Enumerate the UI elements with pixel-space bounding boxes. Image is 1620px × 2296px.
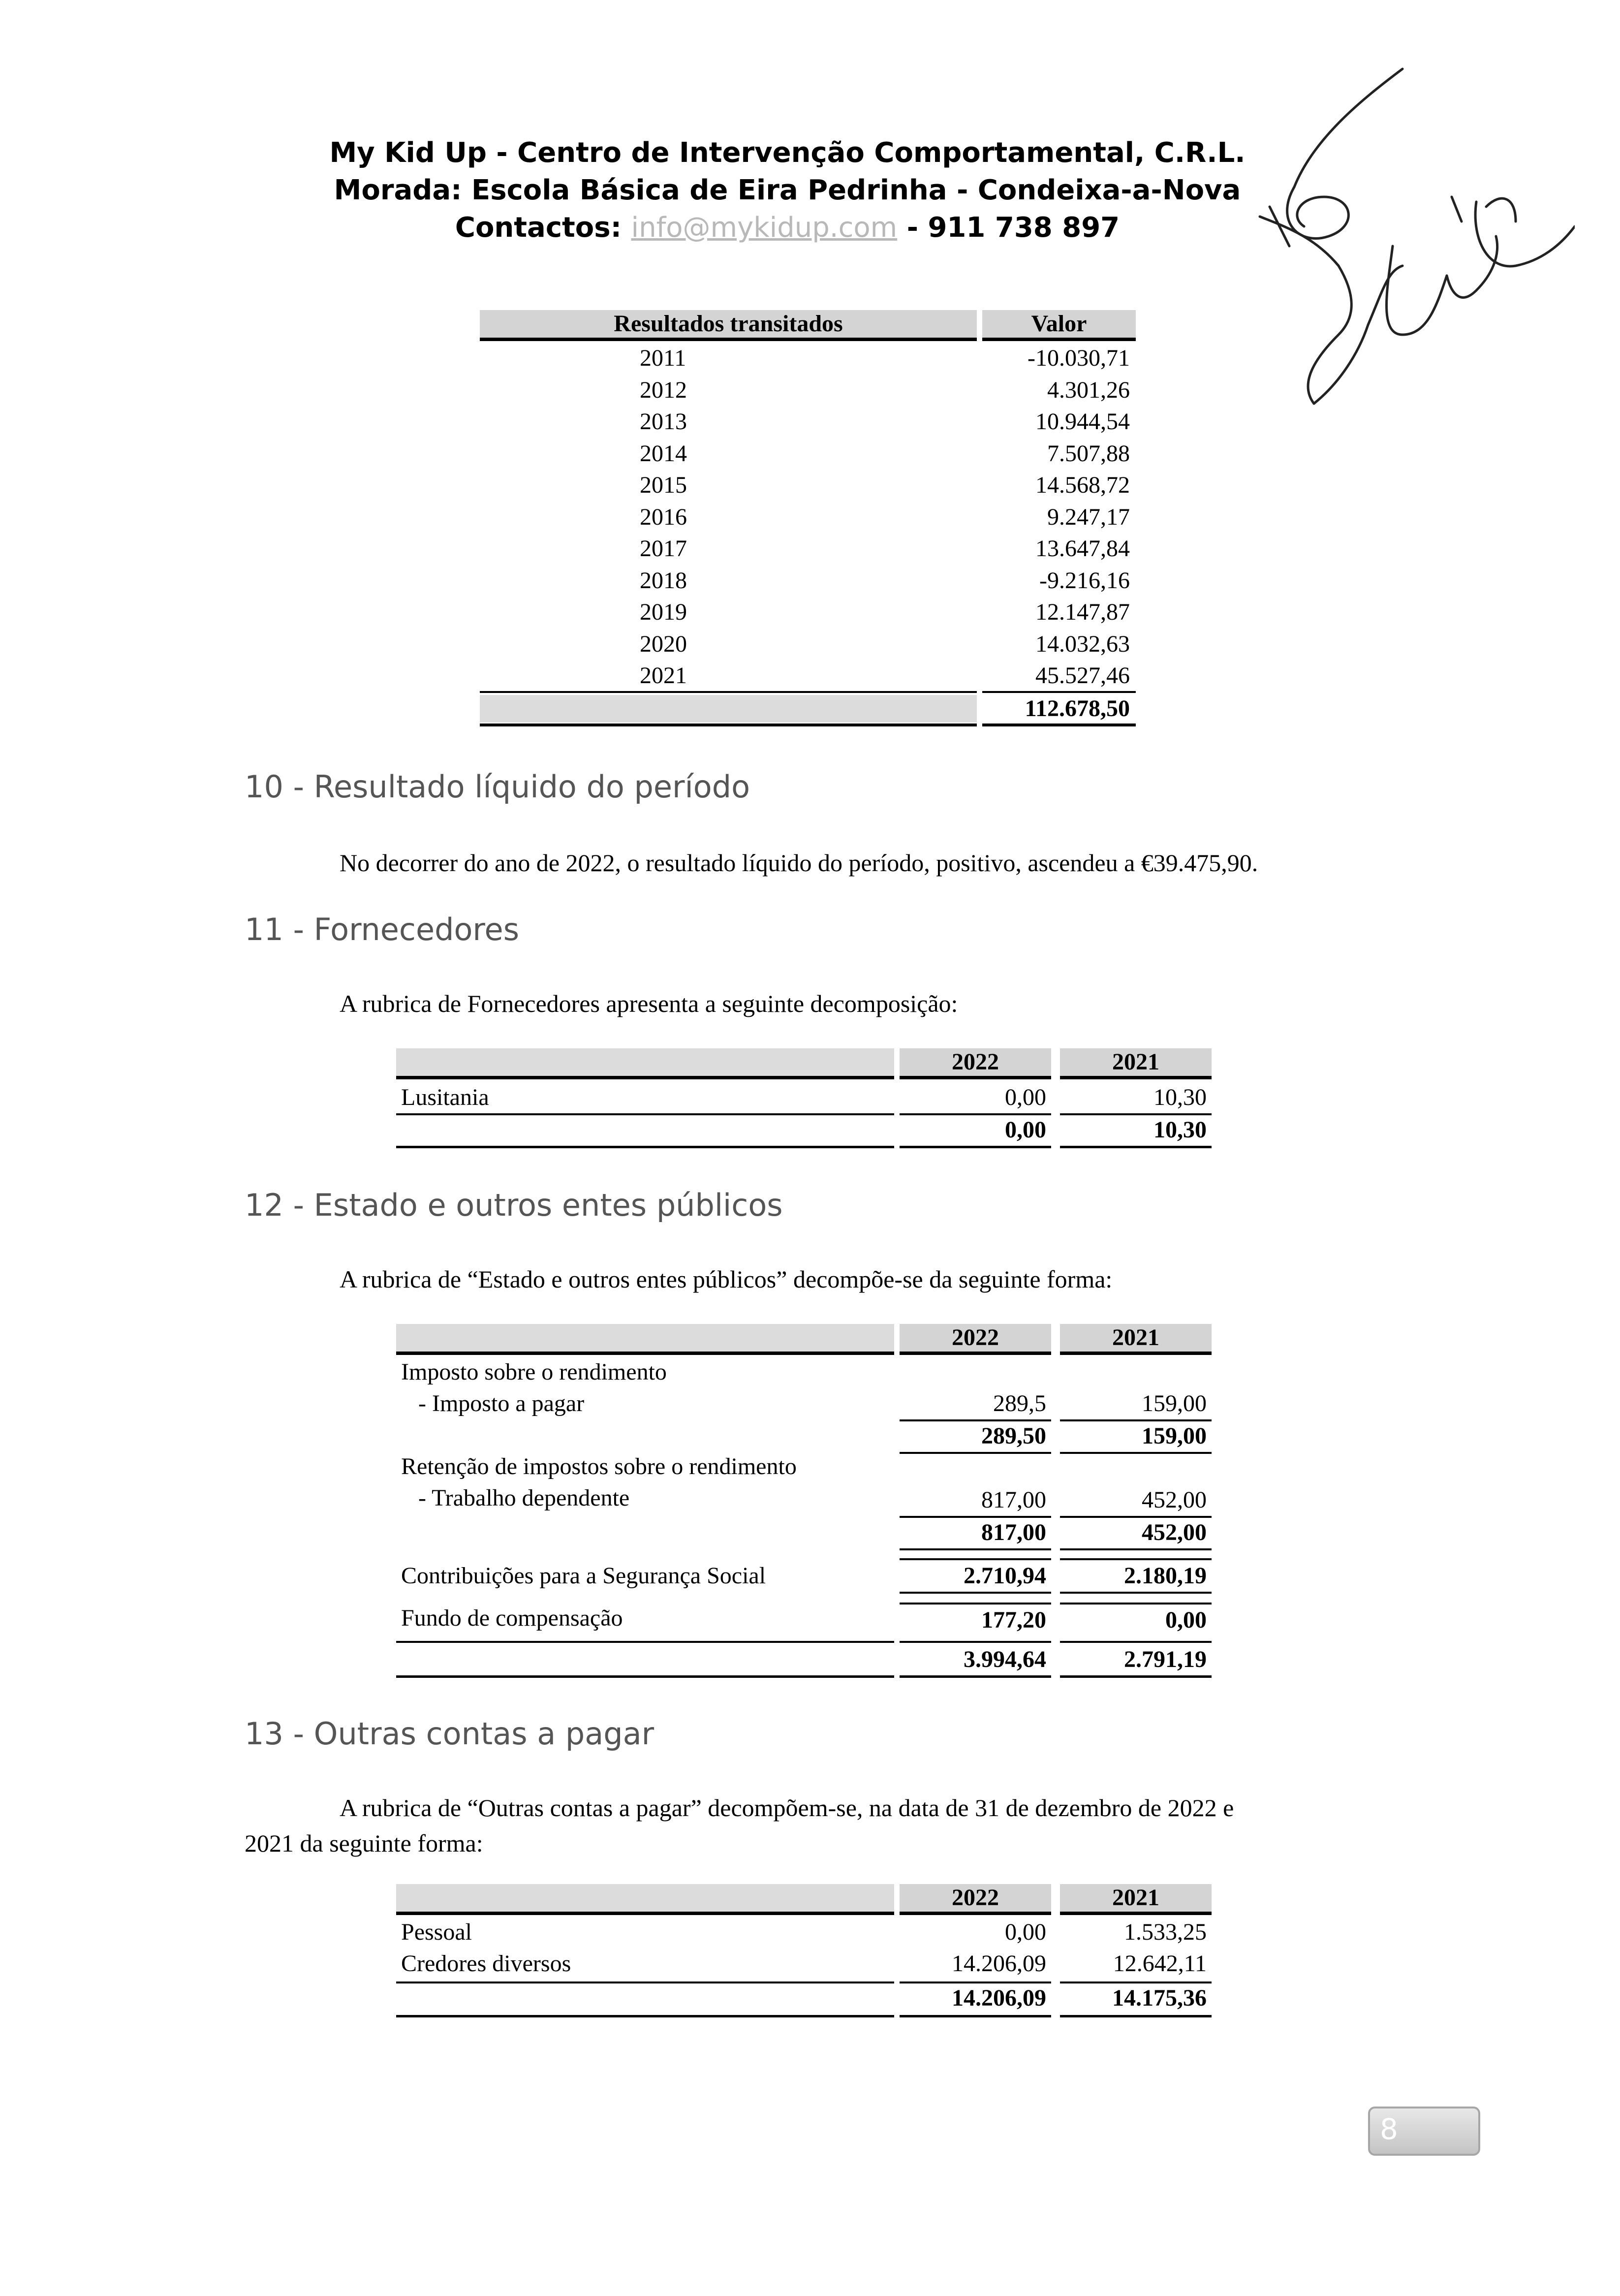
section-13-intro-line1: A rubrica de “Outras contas a pagar” decompõem-se, na data de 31 de dezembro de 2022 e (340, 1794, 1234, 1822)
resultados-year: 2020 (640, 630, 687, 657)
email-link[interactable]: info@mykidup.com (631, 212, 898, 244)
seguranca-social-2021: 2.180,19 (1124, 1563, 1207, 1589)
outras-total-2022: 14.206,09 (952, 1985, 1046, 2011)
outras-col-2022: 2022 (900, 1884, 1051, 1915)
estado-col-2022: 2022 (900, 1324, 1051, 1355)
resultados-header-label: Resultados transitados (480, 310, 977, 341)
resultados-value: 12.147,87 (1035, 599, 1130, 625)
subtotal-underline (900, 1548, 1051, 1550)
retencao-sub-label: - Trabalho dependente (418, 1485, 630, 1511)
total-double-rule (900, 1675, 1051, 1678)
company-name: My Kid Up - Centro de Intervenção Comportamental, C.R.L. (329, 137, 1246, 169)
resultados-value: 13.647,84 (1035, 535, 1130, 562)
retencao-sub-2022: 817,00 (981, 1487, 1046, 1513)
total-rule (396, 1146, 894, 1148)
outras-col-2021: 2021 (1060, 1884, 1212, 1915)
total-double-rule (900, 2015, 1051, 2017)
phone-number: - 911 738 897 (906, 212, 1120, 244)
resultados-value: 10.944,54 (1035, 409, 1130, 435)
resultados-value: 14.032,63 (1035, 630, 1130, 657)
total-shade (480, 695, 977, 723)
subtotal-rule (396, 1113, 894, 1115)
irc-total-2022: 289,50 (981, 1423, 1046, 1449)
estado-total-2022: 3.994,64 (964, 1646, 1046, 1672)
company-address: Morada: Escola Básica de Eira Pedrinha - Condeixa-a-Nova (334, 174, 1241, 206)
outras-row-2021: 12.642,11 (1113, 1950, 1207, 1977)
resultados-value: 9.247,17 (1047, 503, 1130, 530)
section-10-text: No decorrer do ano de 2022, o resultado líquido do período, positivo, ascendeu a €39.475,90. (340, 849, 1258, 877)
fornecedores-total-2021: 10,30 (1153, 1117, 1207, 1143)
outras-row-2022: 0,00 (1005, 1919, 1046, 1945)
resultados-value: 14.568,72 (1035, 472, 1130, 498)
section-10-title: 10 - Resultado líquido do período (245, 769, 750, 805)
header-rule (396, 1076, 894, 1079)
seguranca-social-2022: 2.710,94 (964, 1563, 1046, 1589)
total-double-rule (396, 2015, 894, 2017)
handwritten-signature (1240, 59, 1575, 438)
section-11-title: 11 - Fornecedores (245, 912, 519, 947)
outras-row-2022: 14.206,09 (952, 1950, 1046, 1977)
total-rule (1060, 1641, 1212, 1643)
table-header-blank (396, 1048, 894, 1076)
section-12-title: 12 - Estado e outros entes públicos (245, 1187, 783, 1223)
header-rule (396, 1912, 894, 1915)
header-rule (396, 1352, 894, 1355)
fornecedores-col-2022: 2022 (900, 1048, 1051, 1079)
resultados-value: 4.301,26 (1047, 377, 1130, 403)
section-13-title: 13 - Outras contas a pagar (245, 1716, 654, 1752)
resultados-year: 2017 (640, 535, 687, 562)
resultados-year: 2021 (640, 662, 687, 689)
resultados-value: -10.030,71 (1028, 345, 1130, 371)
total-rule (396, 1641, 894, 1643)
fornecedores-row-label: Lusitania (401, 1084, 489, 1110)
outras-total-2021: 14.175,36 (1112, 1985, 1207, 2011)
total-rule (396, 1981, 894, 1983)
outras-row-label: Credores diversos (401, 1950, 571, 1977)
irc-sub-2022: 289,5 (993, 1390, 1046, 1416)
seguranca-social-label: Contribuições para a Segurança Social (401, 1563, 766, 1589)
retencao-label: Retenção de impostos sobre o rendimento (401, 1453, 797, 1479)
resultados-value: 45.527,46 (1035, 662, 1130, 689)
total-rule (480, 691, 977, 693)
fornecedores-col-2021: 2021 (1060, 1048, 1212, 1079)
total-rule (900, 1146, 1051, 1148)
subtotal-underline (1060, 1548, 1212, 1550)
row-bottom-rule (1060, 1592, 1212, 1594)
resultados-year: 2013 (640, 409, 687, 435)
retencao-total-2021: 452,00 (1142, 1519, 1207, 1545)
resultados-year: 2011 (640, 345, 686, 371)
table-header-blank (396, 1324, 894, 1352)
section-13-intro-line2: 2021 da seguinte forma: (245, 1829, 483, 1857)
subtotal-underline (900, 1452, 1051, 1454)
total-double-rule (982, 723, 1136, 726)
irc-sub-2021: 159,00 (1142, 1390, 1207, 1416)
table-header-blank (396, 1884, 894, 1912)
row-bottom-rule (900, 1592, 1051, 1594)
retencao-total-2022: 817,00 (981, 1519, 1046, 1545)
fornecedores-row-2022: 0,00 (1005, 1084, 1046, 1110)
resultados-year: 2012 (640, 377, 687, 403)
subtotal-underline (1060, 1452, 1212, 1454)
resultados-total: 112.678,50 (1025, 695, 1130, 722)
outras-row-2021: 1.533,25 (1124, 1919, 1207, 1945)
page-number-badge (1368, 2107, 1480, 2156)
page-number: 8 (1380, 2112, 1398, 2146)
estado-total-2021: 2.791,19 (1124, 1646, 1207, 1672)
resultados-year: 2018 (640, 567, 687, 594)
contacts-label: Contactos: (455, 212, 622, 244)
fundo-compensacao-2022: 177,20 (981, 1607, 1046, 1633)
fundo-compensacao-2021: 0,00 (1165, 1607, 1207, 1633)
resultados-year: 2015 (640, 472, 687, 498)
resultados-year: 2019 (640, 599, 687, 625)
resultados-value: -9.216,16 (1039, 567, 1130, 594)
retencao-sub-2021: 452,00 (1142, 1487, 1207, 1513)
total-double-rule (1060, 2015, 1212, 2017)
resultados-header-value: Valor (982, 310, 1136, 341)
total-rule (1060, 1146, 1212, 1148)
fornecedores-total-2022: 0,00 (1005, 1117, 1046, 1143)
company-contacts (315, 211, 1260, 245)
fornecedores-row-2021: 10,30 (1153, 1084, 1207, 1110)
irc-total-2021: 159,00 (1142, 1423, 1207, 1449)
total-double-rule (480, 723, 977, 726)
total-rule (900, 1641, 1051, 1643)
resultados-year: 2014 (640, 440, 687, 467)
section-12-intro: A rubrica de “Estado e outros entes públicos” decompõe-se da seguinte forma: (340, 1265, 1113, 1293)
fundo-compensacao-label: Fundo de compensação (401, 1605, 623, 1631)
resultados-value: 7.507,88 (1047, 440, 1130, 467)
irc-label: Imposto sobre o rendimento (401, 1359, 667, 1385)
total-double-rule (1060, 1675, 1212, 1678)
irc-sub-label: - Imposto a pagar (418, 1390, 585, 1416)
outras-row-label: Pessoal (401, 1919, 472, 1945)
resultados-year: 2016 (640, 503, 687, 530)
estado-col-2021: 2021 (1060, 1324, 1212, 1355)
section-11-intro: A rubrica de Fornecedores apresenta a seguinte decomposição: (340, 990, 958, 1017)
total-double-rule (396, 1675, 894, 1678)
